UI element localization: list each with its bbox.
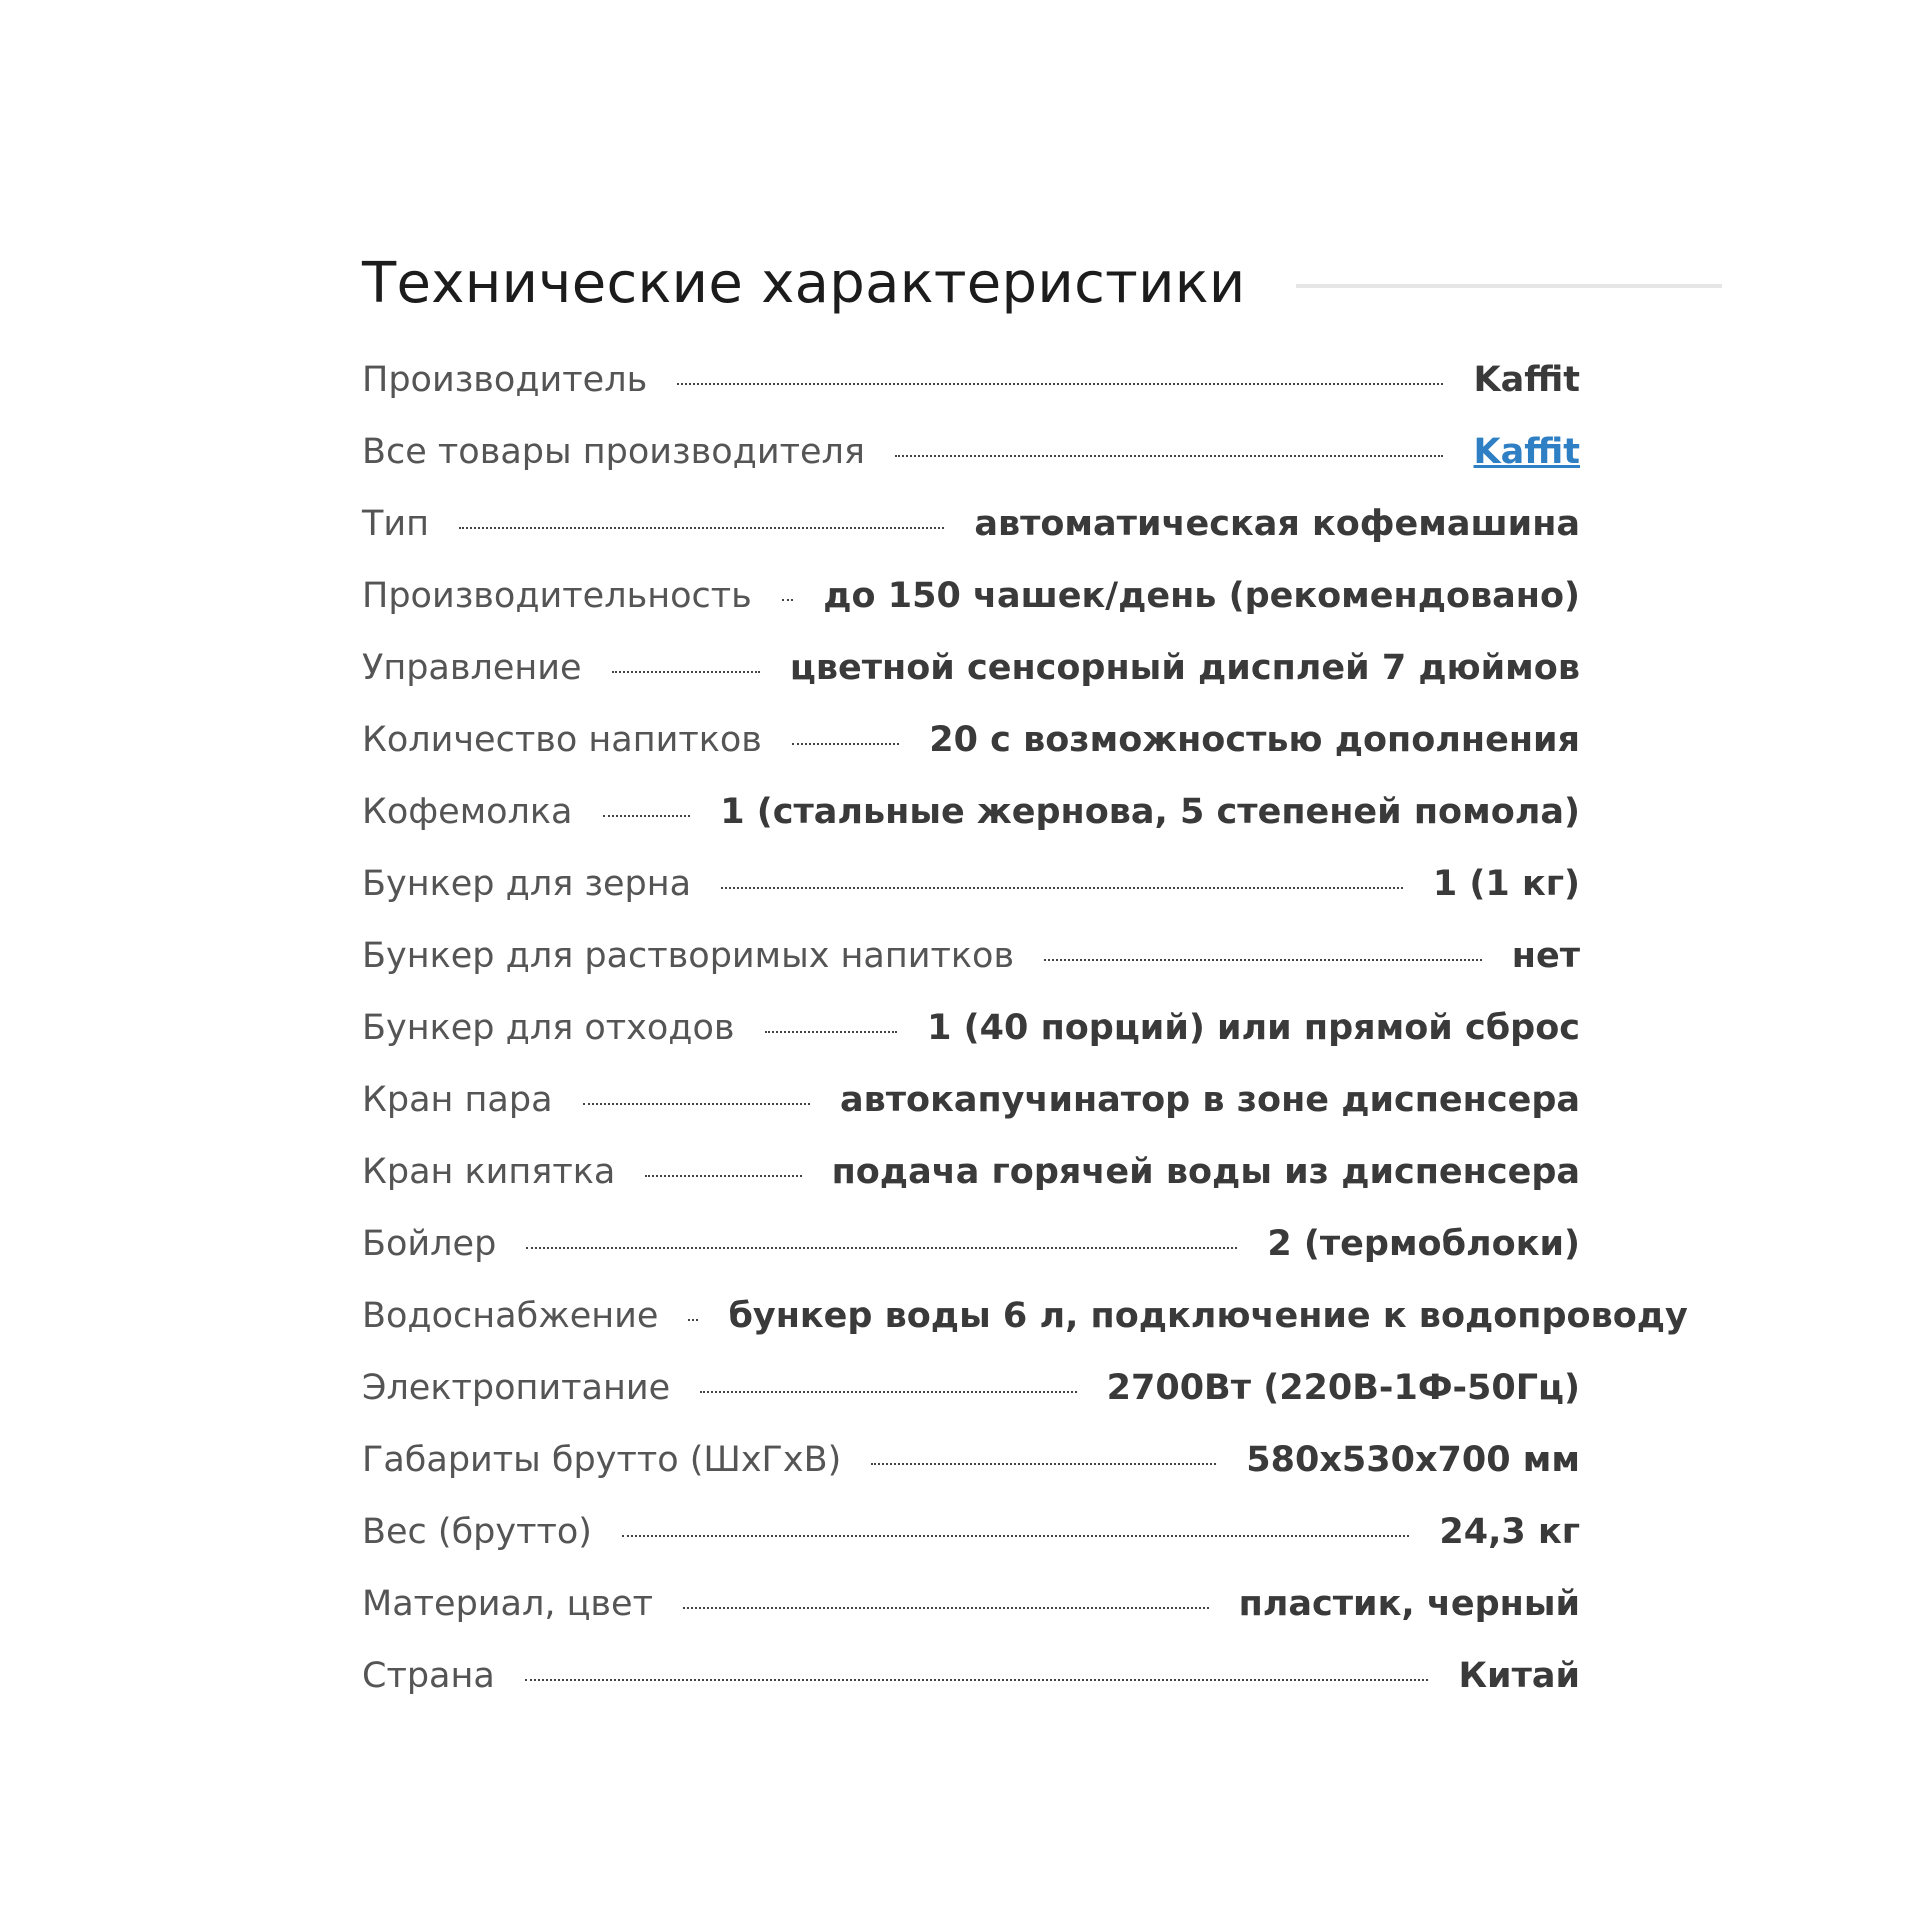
spec-label: Водоснабжение [362,1296,659,1336]
spec-row [362,1280,1688,1352]
spec-label: Бойлер [362,1224,497,1264]
title-divider [1296,284,1722,288]
spec-label: Тип [362,504,430,544]
dotted-leader [677,383,1443,385]
dotted-leader [721,887,1403,889]
spec-value: до 150 чашек/день (рекомендовано) [823,576,1580,616]
specs-section [362,240,1722,1712]
dotted-leader [895,455,1444,457]
spec-value: цветной сенсорный дисплей 7 дюймов [789,648,1580,688]
spec-label: Страна [362,1656,495,1696]
manufacturer-link[interactable]: Kaffit [1473,432,1580,472]
dotted-leader [871,1463,1216,1465]
dotted-leader [700,1391,1077,1393]
spec-label: Кран кипятка [362,1152,616,1192]
spec-value: Kaffit [1473,360,1580,400]
spec-row [362,632,1580,704]
dotted-leader [645,1175,801,1177]
dotted-leader [782,599,793,601]
spec-label: Кран пара [362,1080,553,1120]
spec-row [362,1064,1580,1136]
spec-label: Производитель [362,360,648,400]
dotted-leader [622,1535,1409,1537]
spec-row [362,416,1580,488]
spec-row [362,920,1580,992]
section-title: Технические характеристики [362,250,1246,316]
spec-row [362,776,1580,848]
spec-value: 1 (1 кг) [1432,864,1580,904]
spec-label: Вес (брутто) [362,1512,592,1552]
spec-value: 20 с возможностью дополнения [929,720,1580,760]
spec-value [1473,416,1580,488]
spec-row [362,992,1580,1064]
spec-value: 1 (40 порций) или прямой сброс [927,1008,1580,1048]
spec-row [362,1496,1580,1568]
spec-row [362,344,1580,416]
spec-value: нет [1511,936,1580,976]
spec-label: Электропитание [362,1368,671,1408]
dotted-leader [526,1247,1237,1249]
spec-label: Количество напитков [362,720,762,760]
spec-label: Материал, цвет [362,1584,653,1624]
spec-row [362,1208,1580,1280]
spec-value: Китай [1458,1656,1580,1696]
spec-value: пластик, черный [1238,1584,1580,1624]
spec-value: автокапучинатор в зоне диспенсера [839,1080,1580,1120]
dotted-leader [612,671,760,673]
spec-value: 1 (стальные жернова, 5 степеней помола) [720,792,1580,832]
specs-header [362,240,1722,326]
spec-value: подача горячей воды из диспенсера [831,1152,1580,1192]
dotted-leader [765,1031,898,1033]
spec-value: 580x530x700 мм [1246,1440,1580,1480]
dotted-leader [683,1607,1209,1609]
dotted-leader [583,1103,810,1105]
spec-value: автоматическая кофемашина [974,504,1580,544]
dotted-leader [792,743,899,745]
specs-table [362,344,1688,1712]
spec-label: Бункер для растворимых напитков [362,936,1015,976]
spec-label: Управление [362,648,582,688]
dotted-leader [525,1679,1429,1681]
spec-label: Бункер для зерна [362,864,692,904]
spec-row [362,1640,1580,1712]
spec-label: Габариты брутто (ШхГхВ) [362,1440,842,1480]
spec-row [362,1352,1580,1424]
spec-row [362,1424,1580,1496]
dotted-leader [1044,959,1482,961]
dotted-leader [688,1319,698,1321]
spec-row [362,560,1580,632]
spec-row [362,848,1580,920]
spec-label: Бункер для отходов [362,1008,735,1048]
spec-label: Все товары производителя [362,432,865,472]
spec-label: Кофемолка [362,792,573,832]
spec-row [362,1568,1580,1640]
spec-row [362,488,1580,560]
spec-value: 24,3 кг [1439,1512,1580,1552]
spec-value: 2 (термоблоки) [1267,1224,1580,1264]
spec-row [362,704,1580,776]
spec-value: бункер воды 6 л, подключение к водопроводу [728,1296,1688,1336]
spec-row [362,1136,1580,1208]
dotted-leader [459,527,944,529]
spec-value: 2700Вт (220В-1Ф-50Гц) [1106,1368,1580,1408]
spec-label: Производительность [362,576,752,616]
dotted-leader [603,815,691,817]
